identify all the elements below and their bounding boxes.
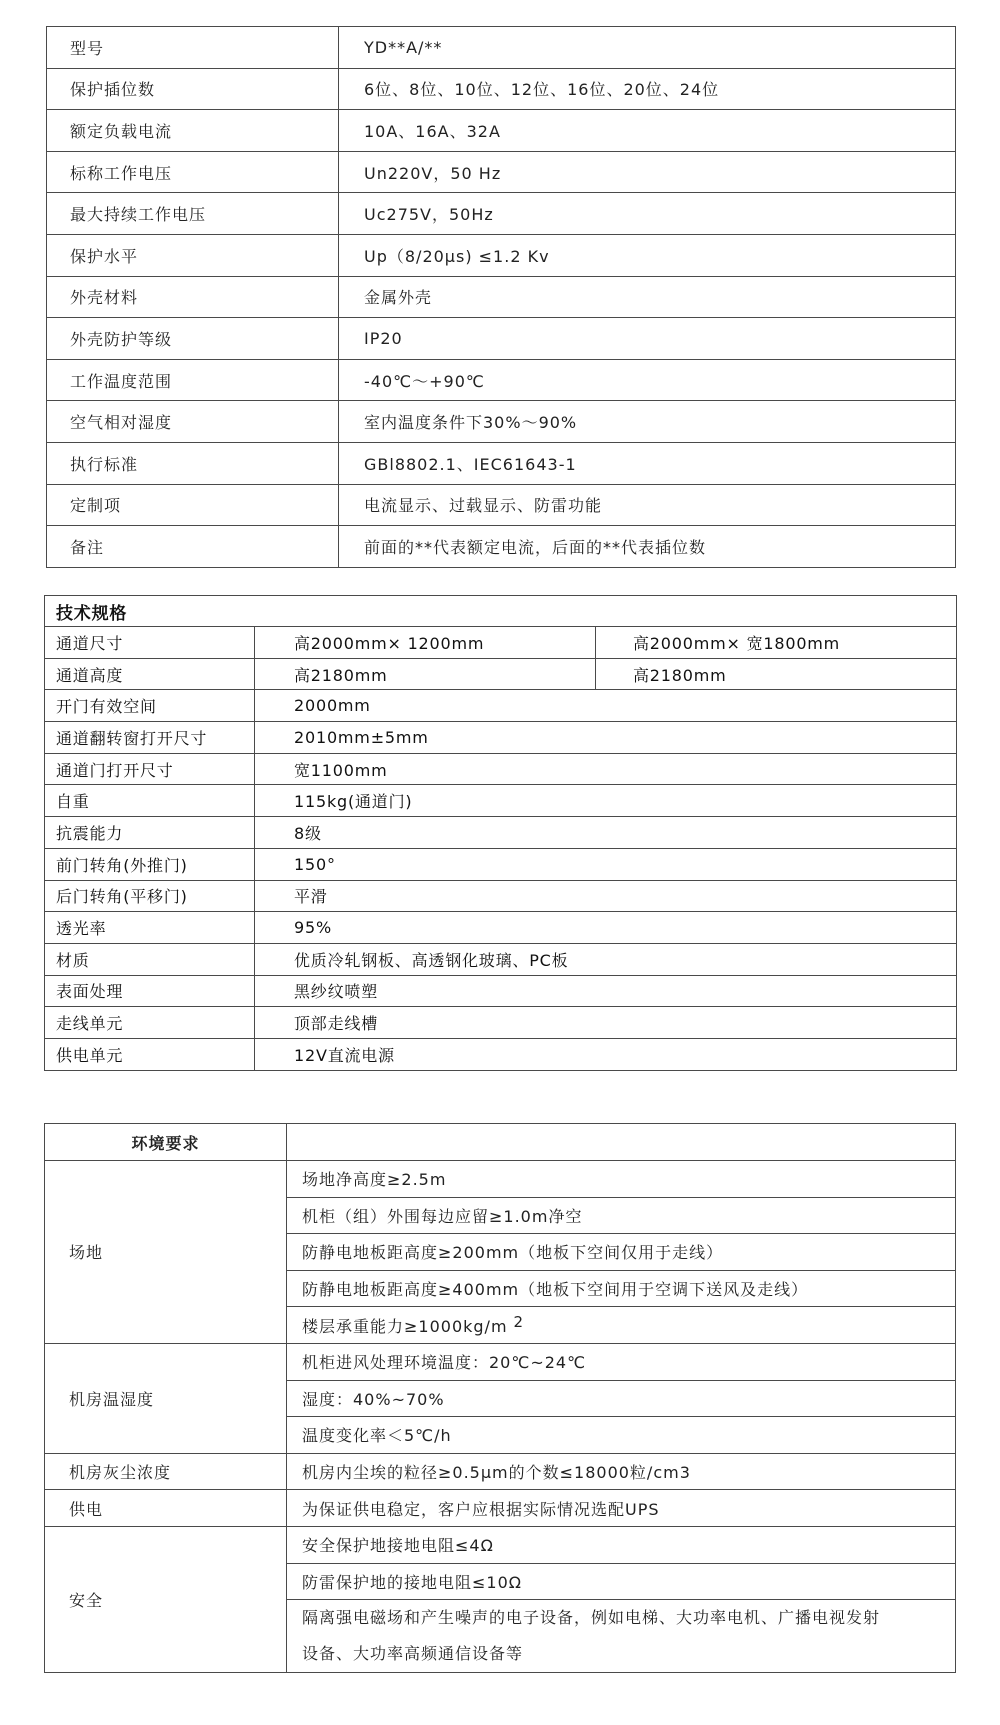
env-item: 防雷保护地的接地电阻≤10Ω <box>287 1563 956 1600</box>
env-title: 环境要求 <box>45 1124 287 1161</box>
env-item-superscript: 2 <box>513 1313 525 1332</box>
table-row <box>45 785 957 817</box>
tech-value: 黑纱纹喷塑 <box>255 975 957 1007</box>
table-row <box>47 442 956 484</box>
env-item: 防静电地板距高度≥200mm（地板下空间仅用于走线） <box>287 1234 956 1271</box>
table-row <box>45 975 957 1007</box>
tech-label: 通道翻转窗打开尺寸 <box>45 722 255 754</box>
env-item: 为保证供电稳定，客户应根据实际情况选配UPS <box>287 1490 956 1527</box>
tech-value: 2010mm±5mm <box>255 722 957 754</box>
table-row <box>47 484 956 526</box>
tech-value: 2000mm <box>255 690 957 722</box>
tech-label: 通道尺寸 <box>45 627 255 659</box>
tech-spec-table <box>44 595 957 1071</box>
env-group-label-dust: 机房灰尘浓度 <box>45 1453 287 1490</box>
spec-label-humidity: 空气相对湿度 <box>47 401 339 443</box>
tech-label: 自重 <box>45 785 255 817</box>
env-group-label-site: 场地 <box>45 1161 287 1344</box>
spec-label-sockets: 保护插位数 <box>47 68 339 110</box>
table-row <box>45 848 957 880</box>
table-row <box>47 318 956 360</box>
spec-value-housing-material: 金属外壳 <box>339 276 956 318</box>
env-item: 湿度：40%~70% <box>287 1380 956 1417</box>
spec-label-model: 型号 <box>47 27 339 69</box>
tech-value: 高2000mm× 1200mm <box>255 627 596 659</box>
table-row <box>45 1038 957 1070</box>
tech-label: 通道高度 <box>45 658 255 690</box>
env-item: 防静电地板距高度≥400mm（地板下空间用于空调下送风及走线） <box>287 1270 956 1307</box>
spec-value-humidity: 室内温度条件下30%～90% <box>339 401 956 443</box>
spec-value-ip-rating: IP20 <box>339 318 956 360</box>
tech-label: 走线单元 <box>45 1007 255 1039</box>
table-row <box>47 234 956 276</box>
table-row <box>45 1526 956 1563</box>
spec-label-custom: 定制项 <box>47 484 339 526</box>
spec-label-rated-current: 额定负载电流 <box>47 110 339 152</box>
tech-label: 材质 <box>45 943 255 975</box>
tech-value: 高2180mm <box>255 658 596 690</box>
table-row <box>47 27 956 69</box>
table-row <box>47 526 956 568</box>
env-requirements-table <box>44 1123 956 1673</box>
env-item-floor-load <box>287 1307 956 1344</box>
env-item: 温度变化率＜5℃/h <box>287 1417 956 1454</box>
spec-label-nominal-voltage: 标称工作电压 <box>47 151 339 193</box>
spec-value-protection-level: Up（8/20μs) ≤1.2 Kv <box>339 234 956 276</box>
table-row <box>45 880 957 912</box>
spec-label-ip-rating: 外壳防护等级 <box>47 318 339 360</box>
spec-value-temp-range: -40℃～+90℃ <box>339 359 956 401</box>
env-header-empty-cell <box>287 1124 956 1161</box>
tech-value: 115kg(通道门) <box>255 785 957 817</box>
spec-label-max-voltage: 最大持续工作电压 <box>47 193 339 235</box>
table-header-row <box>45 596 957 627</box>
table-row <box>45 753 957 785</box>
table-row <box>47 276 956 318</box>
tech-label: 后门转角(平移门) <box>45 880 255 912</box>
spec-label-standard: 执行标准 <box>47 442 339 484</box>
table-row <box>45 1343 956 1380</box>
tech-value: 优质冷轧钢板、高透钢化玻璃、PC板 <box>255 943 957 975</box>
spec-value-max-voltage: Uc275V，50Hz <box>339 193 956 235</box>
table-row <box>45 1007 957 1039</box>
table-row <box>47 68 956 110</box>
table-row <box>45 912 957 944</box>
tech-value: 平滑 <box>255 880 957 912</box>
spec-value-nominal-voltage: Un220V，50 Hz <box>339 151 956 193</box>
spec-table <box>46 26 956 568</box>
tech-value: 95% <box>255 912 957 944</box>
tech-value-alt: 高2180mm <box>596 658 957 690</box>
tech-label: 前门转角(外推门) <box>45 848 255 880</box>
table-row <box>47 401 956 443</box>
tech-label: 抗震能力 <box>45 817 255 849</box>
tech-value: 12V直流电源 <box>255 1038 957 1070</box>
table-row <box>45 1161 956 1198</box>
tech-value: 150° <box>255 848 957 880</box>
table-row <box>45 1453 956 1490</box>
env-item: 机柜（组）外围每边应留≥1.0m净空 <box>287 1197 956 1234</box>
tech-label: 透光率 <box>45 912 255 944</box>
env-item-line: 隔离强电磁场和产生噪声的电子设备，例如电梯、大功率电机、广播电视发射 <box>302 1608 881 1628</box>
spec-value-remark: 前面的**代表额定电流，后面的**代表插位数 <box>339 526 956 568</box>
tech-label: 表面处理 <box>45 975 255 1007</box>
table-row <box>47 110 956 152</box>
spec-label-remark: 备注 <box>47 526 339 568</box>
env-group-label-power: 供电 <box>45 1490 287 1527</box>
table-row <box>45 1490 956 1527</box>
table-row <box>45 627 957 659</box>
tech-value: 8级 <box>255 817 957 849</box>
env-item: 安全保护地接地电阻≤4Ω <box>287 1526 956 1563</box>
table-row <box>47 193 956 235</box>
env-group-label-temp-humidity: 机房温湿度 <box>45 1343 287 1453</box>
table-row <box>45 817 957 849</box>
tech-label: 供电单元 <box>45 1038 255 1070</box>
spec-label-protection-level: 保护水平 <box>47 234 339 276</box>
env-group-label-safety: 安全 <box>45 1526 287 1672</box>
spec-label-housing-material: 外壳材料 <box>47 276 339 318</box>
tech-value: 宽1100mm <box>255 753 957 785</box>
env-item: 机柜进风处理环境温度：20℃~24℃ <box>287 1343 956 1380</box>
tech-value: 顶部走线槽 <box>255 1007 957 1039</box>
tech-spec-title: 技术规格 <box>45 596 957 627</box>
tech-value-alt: 高2000mm× 宽1800mm <box>596 627 957 659</box>
spec-value-standard: GBl8802.1、IEC61643-1 <box>339 442 956 484</box>
tech-label: 通道门打开尺寸 <box>45 753 255 785</box>
spec-value-rated-current: 10A、16A、32A <box>339 110 956 152</box>
table-row <box>47 359 956 401</box>
env-item-text: 楼层承重能力≥1000kg/m <box>302 1317 508 1337</box>
spec-value-model: YD**A/** <box>339 27 956 69</box>
table-header-row <box>45 1124 956 1161</box>
env-item-isolation <box>287 1600 956 1673</box>
table-row <box>45 690 957 722</box>
spec-label-temp-range: 工作温度范围 <box>47 359 339 401</box>
env-item: 机房内尘埃的粒径≥0.5μm的个数≤18000粒/cm3 <box>287 1453 956 1490</box>
env-item: 场地净高度≥2.5m <box>287 1161 956 1198</box>
table-row <box>45 943 957 975</box>
table-row <box>47 151 956 193</box>
table-row <box>45 722 957 754</box>
table-row <box>45 658 957 690</box>
env-item-line: 设备、大功率高频通信设备等 <box>302 1644 524 1664</box>
spec-value-sockets: 6位、8位、10位、12位、16位、20位、24位 <box>339 68 956 110</box>
tech-label: 开门有效空间 <box>45 690 255 722</box>
spec-value-custom: 电流显示、过载显示、防雷功能 <box>339 484 956 526</box>
